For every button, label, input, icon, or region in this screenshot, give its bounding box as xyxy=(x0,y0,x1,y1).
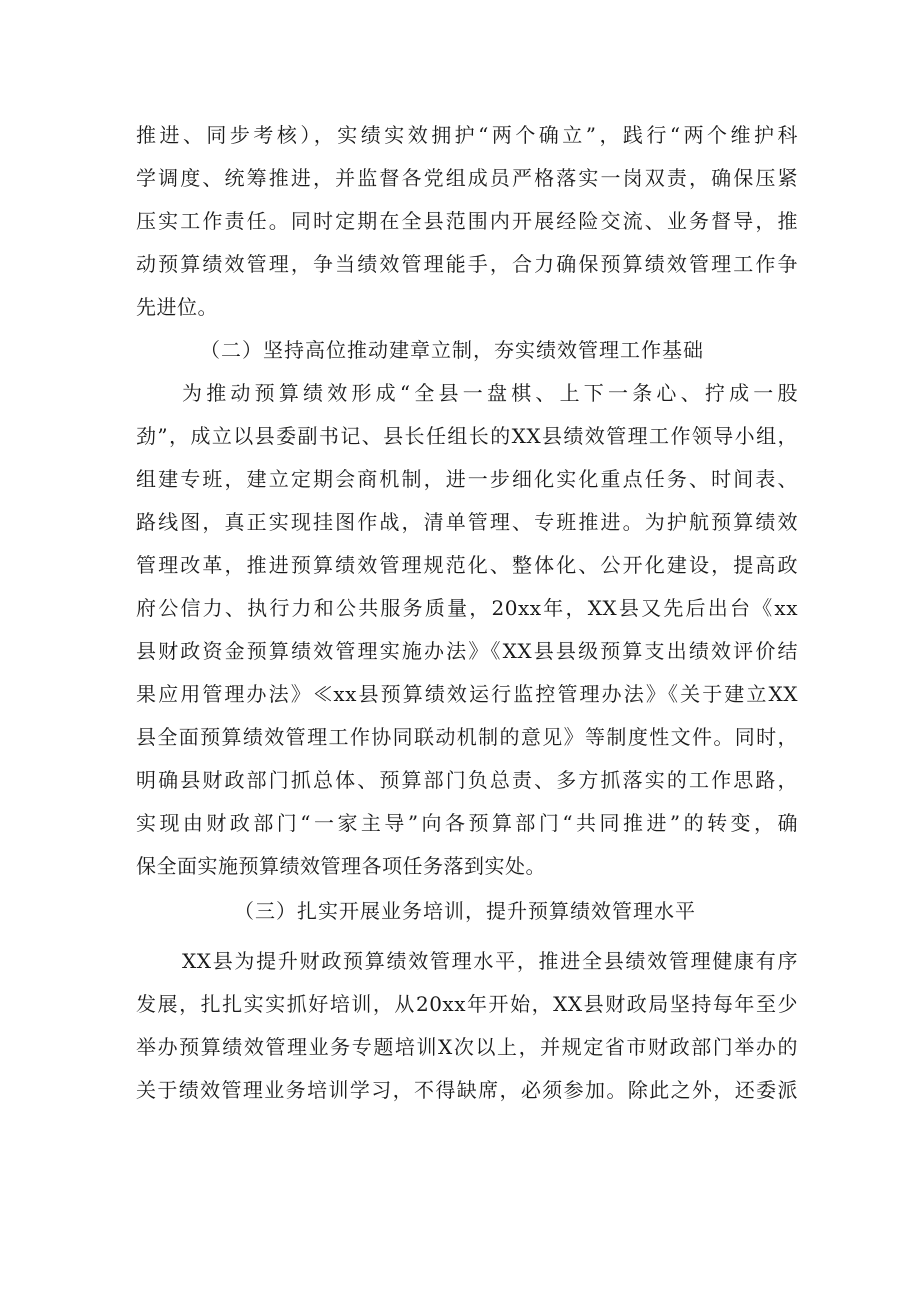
para2-line-5: 管理改革，推进预算绩效管理规范化、整体化、公开化建设，提高政 xyxy=(136,553,798,577)
para3-line-2: 发展，扎扎实实抓好培训，从20xx年开始，XX县财政局坚持每年至少 xyxy=(136,992,798,1016)
section-heading-3: （三）扎实开展业务培训，提升预算绩效管理水平 xyxy=(234,899,696,923)
para2-line-6: 府公信力、执行力和公共服务质量，20xx年，XX县又先后出台《xx xyxy=(136,596,798,620)
para1-line-4: 动预算绩效管理，争当绩效管理能手，合力确保预算绩效管理工作争 xyxy=(136,252,798,276)
para3-line-1: XX县为提升财政预算绩效管理水平，推进全县绩效管理健康有序 xyxy=(182,949,798,973)
para2-line-12: 保全面实施预算绩效管理各项任务落到实处。 xyxy=(136,854,546,878)
para2-line-1: 为推动预算绩效形成“全县一盘棋、上下一条心、拧成一股 xyxy=(182,381,798,405)
para2-line-10: 明确县财政部门抓总体、预算部门负总责、多方抓落实的工作思路， xyxy=(136,768,798,792)
para2-line-2: 劲”，成立以县委副书记、县长任组长的XX县绩效管理工作领导小组， xyxy=(136,424,798,448)
section-heading-2: （二）坚持高位推动建章立制，夯实绩效管理工作基础 xyxy=(200,338,704,362)
para2-line-11: 实现由财政部门“一家主导”向各预算部门“共同推进”的转变，确 xyxy=(136,811,798,835)
para2-line-7: 县财政资金预算绩效管理实施办法》《XX县县级预算支出绩效评价结 xyxy=(136,639,798,663)
para2-line-4: 路线图，真正实现挂图作战，清单管理、专班推进。为护航预算绩效 xyxy=(136,510,798,534)
para1-line-5: 先进位。 xyxy=(136,295,218,319)
para1-line-1: 推进、同步考核），实绩实效拥护“两个确立”，践行“两个维护科 xyxy=(136,123,798,147)
para1-line-3: 压实工作责任。同时定期在全县范围内开展经险交流、业务督导，推 xyxy=(136,209,798,233)
para2-line-9: 县全面预算绩效管理工作协同联动机制的意见》等制度性文件。同时， xyxy=(136,725,798,749)
para1-line-2: 学调度、统筹推进，并监督各党组成员严格落实一岗双责，确保压紧 xyxy=(136,166,798,190)
para3-line-3: 举办预算绩效管理业务专题培训X次以上，并规定省市财政部门举办的 xyxy=(136,1035,798,1059)
para2-line-3: 组建专班，建立定期会商机制，进一步细化实化重点任务、时间表、 xyxy=(136,467,798,491)
para3-line-4: 关于绩效管理业务培训学习，不得缺席，必须参加。除此之外，还委派 xyxy=(136,1078,798,1102)
para2-line-8: 果应用管理办法》≪xx县预算绩效运行监控管理办法》《关于建立XX xyxy=(136,682,798,706)
